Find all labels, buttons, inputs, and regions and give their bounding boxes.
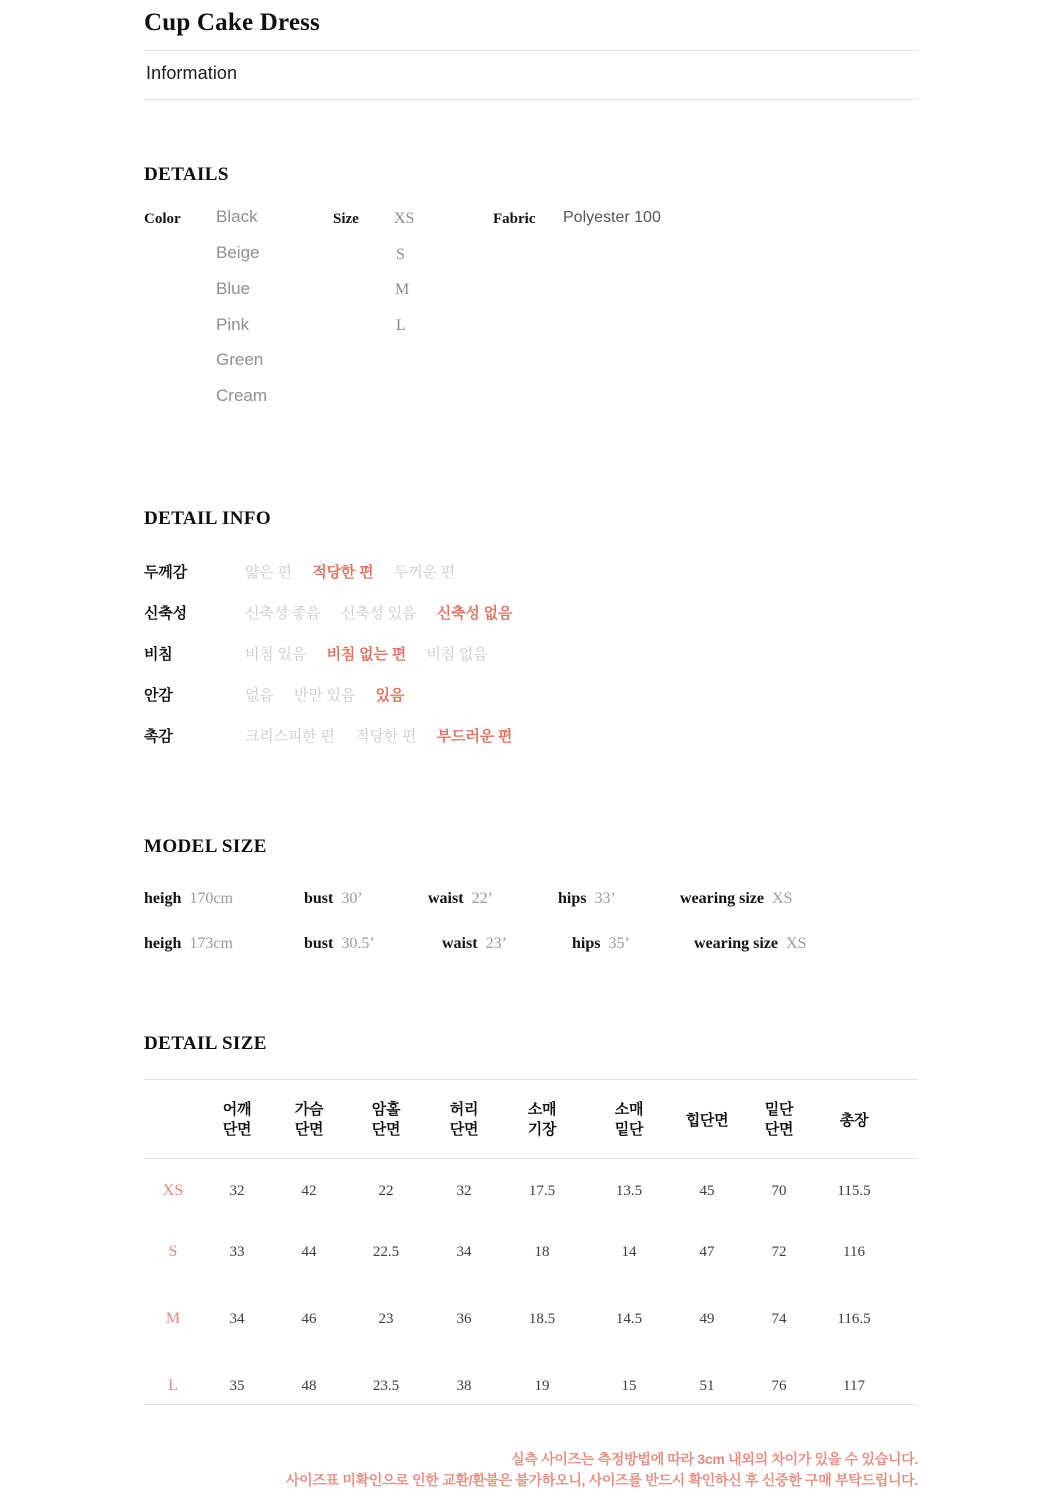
detail-info-option[interactable]: 비침 있음: [245, 646, 307, 663]
details-color-value: Beige: [216, 243, 260, 262]
detail-info-option-selected[interactable]: 신축성 없음: [436, 605, 513, 622]
table-cell: 23.5: [372, 1378, 400, 1394]
model-bust-label: bust: [304, 890, 334, 907]
table-cell: 35: [229, 1378, 245, 1394]
detail-info-options: [245, 561, 471, 582]
details-size-value: M: [395, 281, 410, 298]
table-cell: 32: [229, 1183, 245, 1199]
detail-info-option-selected[interactable]: 있음: [375, 687, 405, 704]
table-cell: 32: [456, 1183, 472, 1199]
notice-line-measurement: 실측 사이즈는 측정방법에 따라 3cm 내외의 차이가 있을 수 있습니다.: [511, 1451, 918, 1467]
table-cell: 34: [229, 1311, 245, 1327]
section-heading-detail-size: DETAIL SIZE: [144, 1033, 267, 1054]
detail-info-option[interactable]: 적당한 편: [355, 728, 417, 745]
table-cell: 42: [301, 1183, 317, 1199]
table-header-waist: 허리 단면: [449, 1101, 479, 1138]
table-header-hem: 밑단 단면: [764, 1101, 794, 1138]
table-cell: 46: [301, 1311, 317, 1327]
details-color-value: Cream: [216, 386, 268, 405]
detail-info-option[interactable]: 신축성 있음: [340, 605, 417, 622]
table-cell: 117: [843, 1378, 865, 1394]
detail-info-option[interactable]: 비침 없음: [426, 646, 488, 663]
detail-info-options: [245, 602, 528, 623]
detail-info-option[interactable]: 두꺼운 편: [393, 564, 456, 581]
table-cell: 51: [699, 1378, 715, 1394]
model-bust-value: 30’: [341, 890, 363, 907]
table-cell: 115.5: [837, 1183, 871, 1199]
model-waist-value: 22’: [471, 890, 493, 907]
table-header-armhole: 암홀 단면: [371, 1101, 401, 1138]
table-cell: 33: [229, 1244, 245, 1260]
tab-information[interactable]: Information: [146, 63, 238, 83]
section-heading-detail-info: DETAIL INFO: [144, 508, 272, 529]
table-cell: 116.5: [837, 1311, 871, 1327]
detail-info-option[interactable]: 얇은 편: [245, 564, 292, 581]
table-cell: 18.5: [528, 1311, 556, 1327]
table-cell: 74: [771, 1311, 787, 1327]
table-rule-bottom: [144, 1404, 918, 1405]
section-heading-details: DETAILS: [144, 164, 229, 185]
table-cell: 15: [621, 1378, 637, 1394]
model-hips-label: hips: [572, 935, 601, 952]
model-height-value: 170cm: [189, 890, 233, 907]
detail-info-option-selected[interactable]: 적당한 편: [312, 564, 374, 581]
table-cell: 19: [534, 1378, 550, 1394]
table-cell: 17.5: [528, 1183, 556, 1199]
table-cell: 18: [534, 1244, 550, 1260]
detail-info-option-selected[interactable]: 비침 없는 편: [326, 646, 406, 663]
table-cell: 49: [699, 1311, 715, 1327]
table-cell: 36: [456, 1311, 472, 1327]
detail-info-option-selected[interactable]: 부드러운 편: [436, 728, 513, 745]
table-rule-top: [144, 1079, 918, 1080]
detail-info-label: 비침: [144, 646, 173, 663]
model-bust-value: 30.5’: [341, 935, 375, 952]
detail-info-options: [245, 684, 420, 705]
model-hips-label: hips: [558, 890, 587, 907]
detail-info-option[interactable]: 반만 있음: [294, 687, 356, 704]
table-cell: 116: [843, 1244, 865, 1260]
table-cell: 34: [456, 1244, 472, 1260]
table-header-total-length: 총장: [839, 1112, 869, 1129]
table-cell-size: S: [168, 1243, 178, 1260]
table-cell: 48: [301, 1378, 317, 1394]
table-cell: 45: [699, 1183, 715, 1199]
details-color-value: Blue: [216, 279, 251, 298]
detail-info-row-thickness: [144, 561, 664, 591]
table-cell: 72: [771, 1244, 787, 1260]
detail-info-label: 촉감: [144, 728, 173, 745]
detail-info-options: [245, 643, 504, 664]
model-wearing-size-label: wearing size: [694, 935, 778, 952]
details-fabric-label: Fabric: [493, 211, 536, 227]
detail-info-options: [245, 725, 528, 746]
section-heading-model-size: MODEL SIZE: [144, 836, 267, 857]
detail-info-label: 두께감: [144, 564, 187, 581]
table-header-hip: 힙단면: [685, 1112, 729, 1129]
table-header-sleeve-length: 소매 기장: [527, 1101, 557, 1138]
details-color-value: Green: [216, 350, 264, 369]
table-cell-size: L: [168, 1377, 178, 1394]
table-cell: 47: [699, 1244, 715, 1260]
model-height-label: heigh: [144, 890, 182, 907]
model-height-label: heigh: [144, 935, 182, 952]
details-color-value: Pink: [216, 315, 250, 334]
table-cell-size: M: [165, 1310, 181, 1327]
model-waist-label: waist: [442, 935, 478, 952]
detail-info-row-texture: [144, 725, 664, 755]
table-cell: 38: [456, 1378, 472, 1394]
header-divider-top: [144, 50, 918, 51]
model-height-value: 173cm: [189, 935, 233, 952]
table-cell-size: XS: [162, 1182, 184, 1199]
page-title: Cup Cake Dress: [144, 9, 320, 36]
header-divider-bottom: [144, 99, 918, 100]
details-size-value: XS: [394, 210, 415, 227]
table-cell: 22.5: [372, 1244, 400, 1260]
detail-info-label: 안감: [144, 687, 173, 704]
table-header-shoulder: 어깨 단면: [222, 1101, 252, 1138]
details-color-value: Black: [216, 207, 258, 226]
details-color-label: Color: [144, 211, 181, 227]
details-fabric-value: Polyester 100: [563, 209, 661, 226]
table-header-chest: 가슴 단면: [294, 1101, 324, 1138]
table-cell: 13.5: [615, 1183, 643, 1199]
model-bust-label: bust: [304, 935, 334, 952]
notice-line-exchange: 사이즈표 미확인으로 인한 교환/환불은 불가하오니, 사이즈를 반드시 확인하신 후 신중한 구매 부탁드립니다.: [285, 1472, 918, 1488]
table-cell: 14: [621, 1244, 637, 1260]
model-hips-value: 33’: [594, 890, 616, 907]
details-size-value: S: [396, 246, 405, 263]
model-wearing-size-value: XS: [771, 890, 793, 907]
detail-info-option[interactable]: 크리스피한 편: [245, 728, 335, 745]
table-cell: 23: [378, 1311, 394, 1327]
detail-info-label: 신축성: [144, 605, 187, 622]
model-waist-value: 23’: [485, 935, 507, 952]
table-cell: 22: [378, 1183, 394, 1199]
model-wearing-size-value: XS: [785, 935, 807, 952]
detail-info-row-sheerness: [144, 643, 664, 673]
table-cell: 14.5: [615, 1311, 643, 1327]
model-hips-value: 35’: [608, 935, 630, 952]
model-wearing-size-label: wearing size: [680, 890, 764, 907]
table-cell: 76: [771, 1378, 787, 1394]
table-cell: 44: [301, 1244, 317, 1260]
detail-info-option[interactable]: 없음: [245, 687, 274, 704]
table-header-sleeve-hem: 소매 밑단: [614, 1101, 644, 1138]
detail-info-row-elasticity: [144, 602, 664, 632]
detail-info-row-lining: [144, 684, 664, 714]
table-cell: 70: [771, 1183, 787, 1199]
model-waist-label: waist: [428, 890, 464, 907]
table-rule-header: [144, 1158, 918, 1159]
details-size-label: Size: [333, 211, 359, 227]
details-size-value: L: [396, 317, 406, 334]
detail-info-option[interactable]: 신축성 좋음: [245, 605, 321, 622]
